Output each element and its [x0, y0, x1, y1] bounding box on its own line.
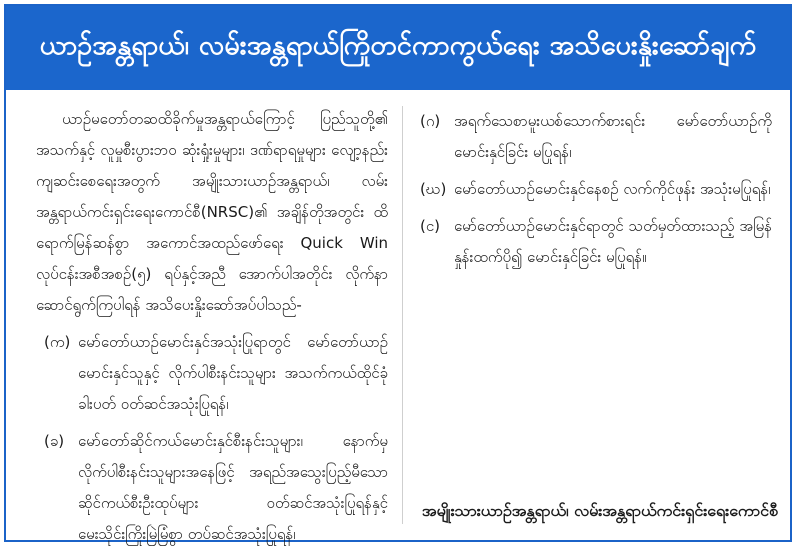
item-text: မော်တော်ယာဉ်မောင်းနှင်ရာတွင် သတ်မှတ်ထားသည့် အမြန်နှုန်းထက်ပို၍ မောင်းနှင်ခြင်း မပြုရန်။ [454, 217, 772, 266]
right-column [420, 104, 772, 530]
list-item-gha [420, 174, 772, 205]
item-marker: (င) [420, 217, 441, 235]
item-text: မော်တော်ဆိုင်ကယ်မောင်းနှင်စီးနင်းသူများ၊ နောက်မှလိုက်ပါစီးနင်းသူများအနေဖြင့် အရည်အသွေးပြည့်မီသော ဆိုင်ကယ်စီးဦးထုပ်များ ဝတ်ဆင်အသုံးပြုရန်နှင့် မေးသိုင်းကြိုးမြဲမြံစွာ တပ်ဆင်အသုံးပြုရန်၊ [78, 432, 388, 543]
notice-title: ယာဉ်အန္တရာယ်၊ လမ်းအန္တရာယ်ကြိုတင်ကာကွယ်ရေး အသိပေးနှိုးဆော်ချက် [39, 30, 757, 61]
list-item-ka [36, 327, 388, 420]
notice-body [6, 90, 790, 543]
item-text: မော်တော်ယာဉ်မောင်းနှင်အသုံးပြုရာတွင် မော်တော်ယာဉ်မောင်းနှင်သူနှင့် လိုက်ပါစီးနင်းသူများ အသက်ကယ်ထိုင်ခုံခါးပတ် ဝတ်ဆင်အသုံးပြုရန်၊ [78, 333, 388, 413]
item-text: အရက်သေစာမူးယစ်သောက်စားရင်း မော်တော်ယာဉ်ကို မောင်းနှင်ခြင်း မပြုရန်၊ [454, 112, 772, 161]
notice-frame [4, 4, 792, 542]
item-text: မော်တော်ယာဉ်မောင်းနှင်နေစဉ် လက်ကိုင်ဖုန်း အသုံးမပြုရန်၊ [454, 180, 771, 198]
item-marker: (ဃ) [420, 180, 447, 198]
item-marker: (ဂ) [420, 112, 441, 130]
column-divider [402, 106, 403, 524]
list-item-ga [420, 106, 772, 168]
list-item-kha [36, 426, 388, 550]
item-marker: (ခ) [44, 432, 65, 450]
list-item-nga [420, 211, 772, 273]
left-column [36, 104, 388, 543]
item-marker: (က) [44, 333, 71, 351]
issuer-signature: အမျိုးသားယာဉ်အန္တရာယ်၊ လမ်းအန္တရာယ်ကင်းရှင်းရေးကောင်စီ [421, 501, 778, 520]
intro-paragraph: ယာဉ်မတော်တဆထိခိုက်မှုအန္တရာယ်ကြောင့် ပြည်သူတို့၏ အသက်နှင့် လူမှုစီးပွားဘဝ ဆုံးရှုံးမှုများ၊ ဒဏ်ရာရမှုများ လျော့နည်းကျဆင်းစေရေးအတွက် အမျိုးသားယာဉ်အန္တရာယ်၊ လမ်းအန္တရာယ်ကင်းရှင်းရေးကောင်စီ(NRSC)၏ အချိန်တိုအတွင်း ထိရောက်မြန်ဆန်စွာ အကောင်အထည်ဖော်ရေး Quick Win လုပ်ငန်းအစီအစဉ်(၅) ရပ်နှင့်အညီ အောက်ပါအတိုင်း လိုက်နာဆောင်ရွက်ကြပါရန် အသိပေးနှိုးဆော်အပ်ပါသည်- [36, 110, 388, 314]
title-banner [6, 6, 790, 90]
